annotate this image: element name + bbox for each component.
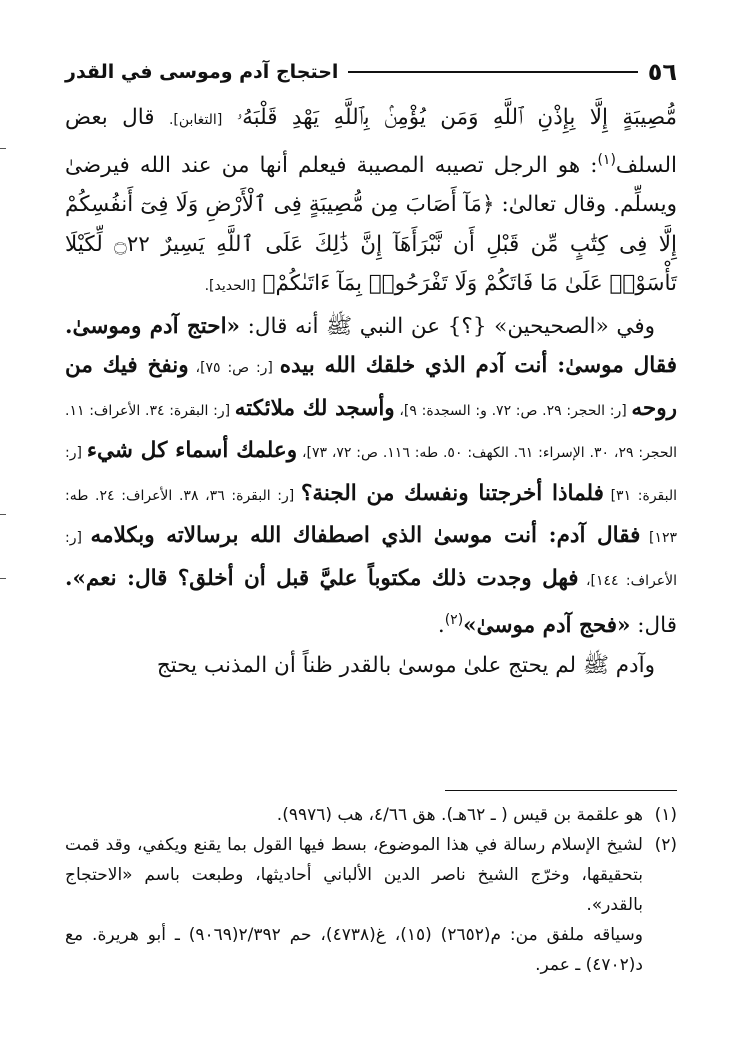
hadith-text: فقال آدم: أنت موسىٰ الذي اصطفاك الله برسالاته وبكلامه [90, 523, 641, 549]
page-number: ٥٦ [647, 58, 677, 86]
verse-reference: [ر: الأعراف: ١٤٤]، [65, 530, 677, 589]
footnote-item [65, 920, 677, 980]
footnote-marker: (٢) [444, 612, 464, 629]
text-span: وآدم ﷺ لم يحتج علىٰ موسىٰ بالقدر ظناً أن المذنب يحتج [156, 652, 655, 678]
verse-reference: [ر: ص: ٧٥]، [188, 360, 280, 377]
footnote-item [65, 830, 677, 920]
quran-verse: ﴿مَآ أَصَابَ مِن مُّصِيبَةٍ فِى ٱلْأَرْضِ وَلَا فِىٓ أَنفُسِكُمْ إِلَّا فِى كِتَٰبٍ مِّن قَبْلِ أَن نَّبْرَأَهَآ إِنَّ ذَٰلِكَ عَلَى ٱللَّهِ يَسِيرٌ ۝٢٢ لِّكَيْلَا تَأْسَوْا۟ عَلَىٰ مَا فَاتَكُمْ وَلَا تَفْرَحُوا۟ بِمَآ ءَاتَىٰكُمْ﴾ [65, 192, 678, 297]
text-span: وفي «الصحيحين» {؟} عن النبي ﷺ أنه قال: [239, 313, 655, 339]
hadith-text: «فحج آدم موسىٰ» [463, 613, 631, 639]
page-header [65, 52, 677, 92]
verse-reference: [ر: البقرة: ٣٦، ٣٨. الأعراف: ٢٤. طه: ١٢٣] [65, 487, 678, 547]
text-span: . [437, 613, 445, 639]
verse-reference: [ر: البقرة: ٣٤. الأعراف: ١١. الحجر: ٢٩، ٣٠. الإسراء: ٦١. الكهف: ٥٠. طه: ١١٦. ص: ٧٢، ٧٣]، [65, 402, 678, 462]
verse-reference: [ر: الحجر: ٢٩. ص: ٧٢. و: السجدة: ٩]، [394, 402, 632, 419]
hadith-text: فهل وجدت ذلك مكتوباً عليَّ قبل أن أخلق؟ قال: نعم». [65, 565, 579, 591]
text-span: : هو الرجل تصيبه المصيبة فيعلم أنها من عند الله فيرضىٰ ويسلِّم. وقال تعالىٰ: [65, 152, 677, 218]
footnote-number [643, 920, 677, 980]
paragraph-3 [65, 646, 677, 686]
footnote-separator [445, 790, 677, 791]
text-span: قال: [630, 613, 677, 639]
header-rule [348, 71, 637, 73]
footnote-text: وسياقه ملفق من: م(٢٦٥٢) (١٥)، غ(٤٧٣٨)، حم ٢/٣٩٢(٩٠٦٩) ـ أبو هريرة. مع د(٤٧٠٢) ـ عمر. [65, 925, 644, 975]
main-text [65, 98, 677, 685]
footnote-text: هو علقمة بن قيس ( ـ ٦٢هـ). هق ٤/٦٦، هب (٩٩٧٦). [276, 805, 643, 825]
margin-mark [0, 514, 6, 515]
text-span: قال بعض السلف [65, 105, 677, 178]
running-title: احتجاج آدم وموسى في القدر [65, 61, 339, 83]
verse-reference: [الحديد]. [204, 278, 256, 295]
margin-mark [0, 578, 6, 579]
hadith-text: وعلمك أسماء كل شيء [86, 438, 298, 464]
paragraph-1 [65, 98, 677, 307]
paragraph-2 [65, 307, 677, 646]
footnote-text: لشيخ الإسلام رسالة في هذا الموضوع، بسط فيها القول بما يقنع ويكفي، وقد قمت بتحقيقها، وخرّج الشيخ ناصر الدين الألباني أحاديثها، وطبعت باسم «الاحتجاج بالقدر». [65, 835, 643, 915]
footnote-item [65, 800, 677, 830]
quran-verse: مُّصِيبَةٍ إِلَّا بِإِذْنِ ٱللَّهِ وَمَن يُؤْمِنۢ بِٱللَّهِ يَهْدِ قَلْبَهُۥ [236, 105, 677, 130]
verse-reference: [التغابن]. [168, 112, 223, 128]
verse-reference: [ر: البقرة: ٣١] [65, 445, 678, 504]
footnote-number: (١) [654, 805, 677, 825]
hadith-text: ونفخ فيك من روحه [65, 353, 677, 421]
footnotes [65, 800, 677, 980]
hadith-text: وأسجد لك ملائكته [234, 395, 395, 421]
footnote-number: (٢) [654, 835, 677, 855]
margin-mark [0, 148, 6, 149]
footnote-marker: (١) [597, 151, 616, 168]
hadith-text: «احتج آدم وموسىٰ. فقال موسىٰ: أنت آدم الذي خلقك الله بيده [65, 313, 677, 379]
hadith-text: فلماذا أخرجتنا ونفسك من الجنة؟ [300, 480, 604, 506]
